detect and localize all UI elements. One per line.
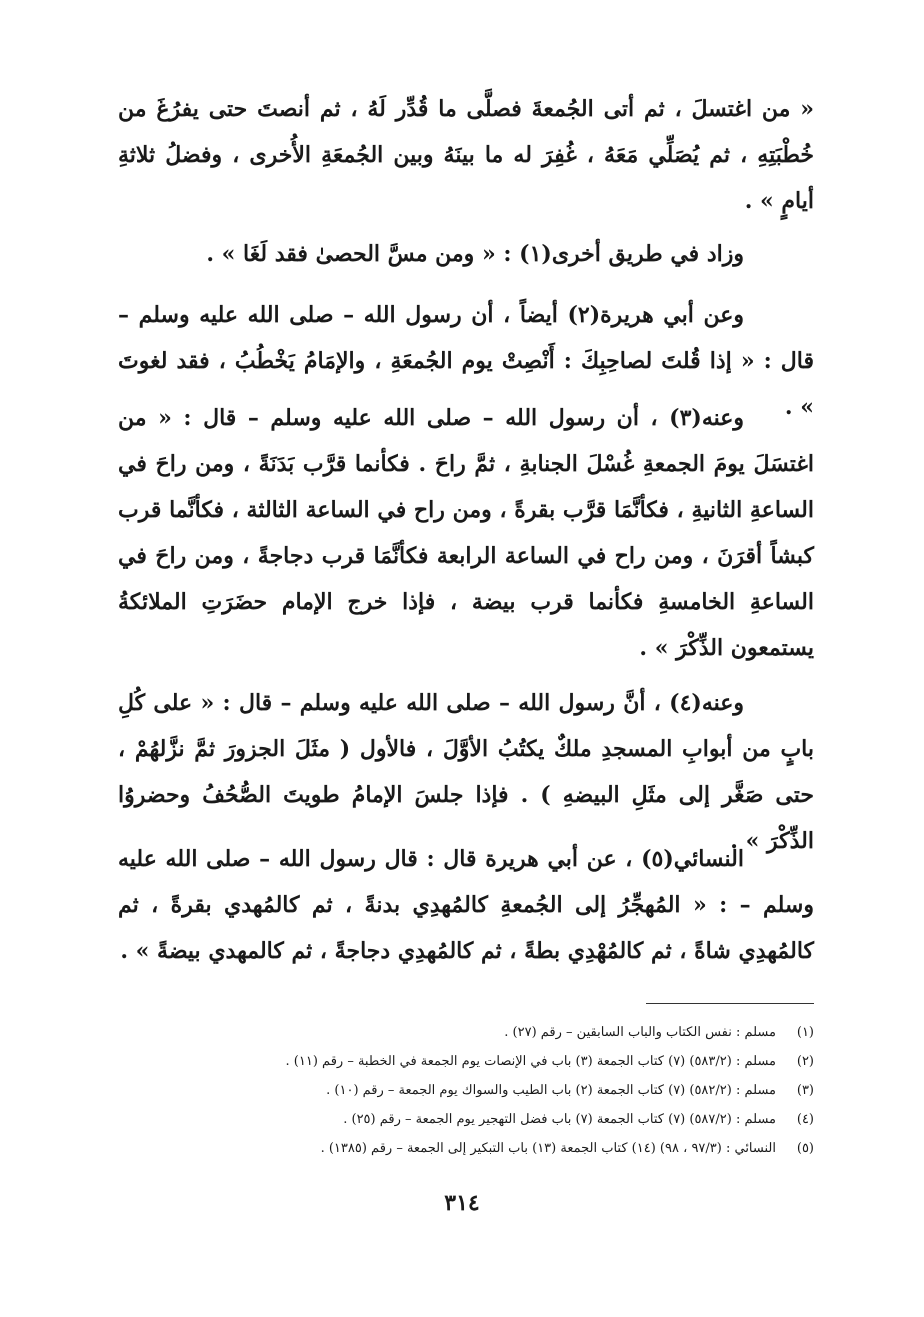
paragraph-bathing-friday: وعنه(٣) ، أن رسول الله – صلى الله عليه وسلم – قال : « من اغتسَلَ يومَ الجمعةِ غُسْلَ الجنابةِ ، ثمَّ راحَ . فكأنما قرَّب بَدَنَةً ، ومن راحَ في الساعةِ الثانيةِ ، فكأنَّمَا قرَّب بقرةً ، ومن راح في الساعة الثالثة ، فكأنَّما قرب كبشاً أقرَنَ ، ومن راح في الساعة الرابعة فكأنَّمَا قرب دجاجةً ، ومن راحَ في الساعةِ الخامسةِ فكأنما قرب بيضة ، فإذا خرج الإمام حضَرَتِ الملائكةُ يستمعون الذِّكْرَ » . [118, 405, 814, 661]
paragraph-abu-hurayrah-listening: وعن أبي هريرة(٢) أيضاً ، أن رسول الله – صلى الله عليه وسلم – قال : « إذا قُلتَ لصاحِبِكَ : أَنْصِتْ يوم الجُمعَةِ ، والإمَامُ يَخْطُبُ ، فقد لغوتَ » . [118, 302, 814, 420]
paragraph-additional-narration: وزاد في طريق أخرى(١) : « ومن مسَّ الحصىٰ فقد لَغَا » . [206, 241, 744, 267]
footnote-number: (١) [796, 1025, 814, 1040]
footnote-text: مسلم : (٥٨٢/٢) (٧) كتاب الجمعة (٢) باب الطيب والسواك يوم الجمعة – رقم (١٠) . [326, 1083, 776, 1098]
footnote-text: مسلم : (٥٨٧/٢) (٧) كتاب الجمعة (٧) باب فضل التهجير يوم الجمعة – رقم (٢٥) . [343, 1112, 776, 1127]
footnote-text: النسائي : (٩٧/٣ ، ٩٨) (١٤) كتاب الجمعة (١٣) باب التبكير إلى الجمعة – رقم (١٣٨٥) . [320, 1141, 776, 1156]
footnote-number: (٢) [796, 1054, 814, 1069]
paragraph-angels-at-doors: وعنه(٤) ، أنَّ رسول الله – صلى الله عليه وسلم – قال : « على كُلِ بابٍ من أبوابِ المسجدِ ملكٌ يكتُبُ الأوَّلَ ، فالأول ( مثَلَ الجزورَ ثمَّ نزَّلهُمْ ، حتى صَغَّر إلى مثَلِ البيضهِ ) . فإذا جلسَ الإمامُ طويتَ الصُّحُفُ وحضروُا الذِّكْرَ » . [118, 690, 814, 854]
footnote-item [118, 1076, 814, 1105]
page-number: ٣١٤ [444, 1190, 480, 1216]
footnote-item [118, 1134, 814, 1163]
footnote-number: (٤) [796, 1112, 814, 1127]
footnote-item [118, 1018, 814, 1047]
paragraph-nasai-narration: النسائي(٥) ، عن أبي هريرة قال : قال رسول الله – صلى الله عليه وسلم – : « المُهجِّرُ إلى الجُمعةِ كالمُهدِي بدنةً ، ثم كالمُهدي بقرةً ، ثم كالمُهدِي شاةً ، ثم كالمُهْدِي بطةً ، ثم كالمُهدِي دجاجةً ، ثم كالمهدي بيضةً » . [118, 846, 814, 964]
footnote-text: مسلم : (٥٨٣/٢) (٧) كتاب الجمعة (٣) باب في الإنصات يوم الجمعة في الخطبة – رقم (١١) . [285, 1054, 776, 1069]
footnotes-list [118, 1018, 814, 1163]
footnote-item [118, 1047, 814, 1076]
footnote-item [118, 1105, 814, 1134]
footnote-text: مسلم : نفس الكتاب والباب السابقين – رقم (٢٧) . [504, 1025, 776, 1040]
footnote-number: (٥) [796, 1141, 814, 1156]
paragraph-hadith-continuation: « من اغتسلَ ، ثم أتى الجُمعةَ فصلَّى ما قُدِّر لَهُ ، ثم أنصتَ حتى يفرُغَ من خُطْبَتِهِ ، ثم يُصَلِّي مَعَهُ ، غُفِرَ له ما بينَهُ وبين الجُمعَةِ الأُخرى ، وفضلُ ثلاثةِ أيامٍ » . [118, 96, 814, 214]
footnote-number: (٣) [796, 1083, 814, 1098]
footnote-divider [646, 1003, 814, 1004]
